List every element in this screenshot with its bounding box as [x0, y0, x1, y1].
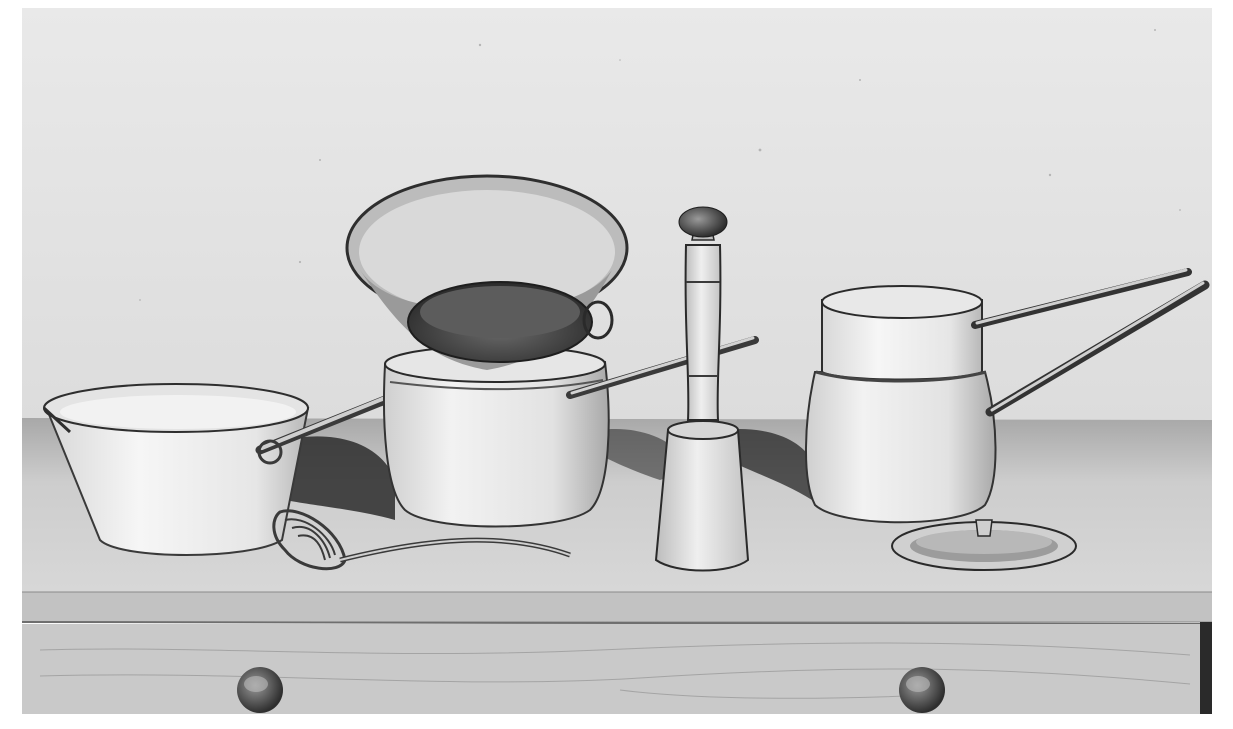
- drawer-front: [22, 624, 1200, 714]
- table-edge: [20, 592, 1213, 622]
- wall-background: [22, 8, 1212, 428]
